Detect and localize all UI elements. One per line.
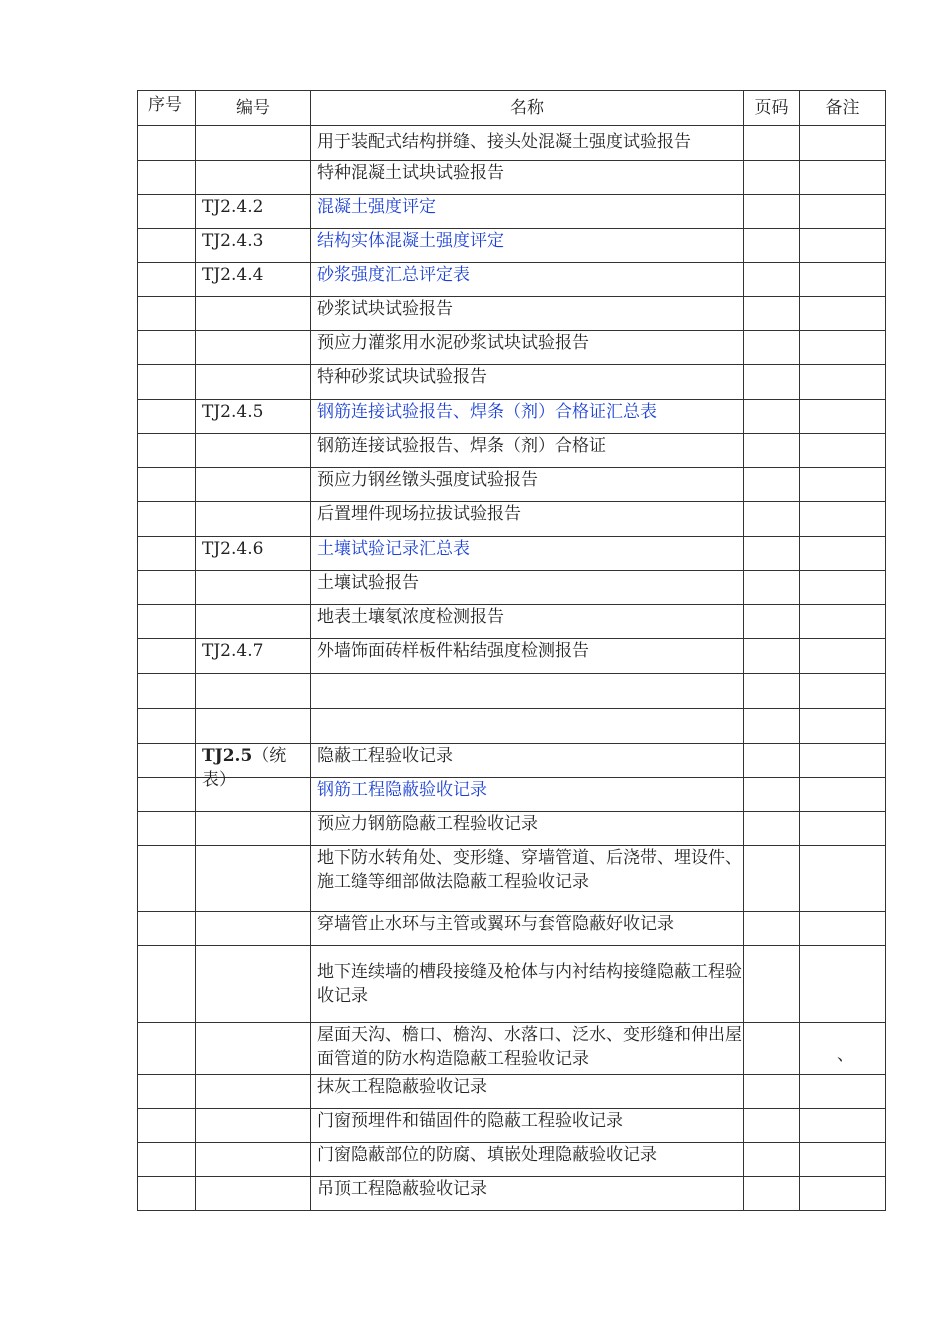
note-cell	[800, 1109, 886, 1143]
name-cell: 地表土壤氡浓度检测报告	[311, 605, 744, 639]
code-cell	[196, 1177, 311, 1211]
page-cell	[744, 537, 800, 571]
name-link[interactable]: 混凝土强度评定	[311, 195, 744, 229]
code-cell: TJ2.4.3	[196, 229, 311, 263]
name-cell: 预应力钢丝镦头强度试验报告	[311, 468, 744, 502]
code-cell	[196, 846, 311, 912]
note-cell	[800, 778, 886, 812]
seq-cell	[138, 1177, 196, 1211]
header-page: 页码	[744, 91, 800, 126]
code-cell	[196, 1075, 311, 1109]
name-cell: 土壤试验报告	[311, 571, 744, 605]
header-name: 名称	[311, 91, 744, 126]
table-row	[138, 946, 886, 1023]
header-row	[138, 91, 886, 126]
seq-cell	[138, 912, 196, 946]
note-cell	[800, 571, 886, 605]
note-cell	[800, 709, 886, 744]
note-cell	[800, 502, 886, 537]
code-cell	[196, 812, 311, 846]
code-cell: TJ2.4.5	[196, 400, 311, 434]
name-cell: 穿墙管止水环与主管或翼环与套管隐蔽好收记录	[311, 912, 744, 946]
name-cell: 门窗隐蔽部位的防腐、填嵌处理隐蔽验收记录	[311, 1143, 744, 1177]
name-cell	[311, 674, 744, 709]
seq-cell	[138, 434, 196, 468]
note-cell	[800, 331, 886, 365]
page-cell	[744, 195, 800, 229]
name-link[interactable]: 结构实体混凝土强度评定	[311, 229, 744, 263]
seq-cell	[138, 709, 196, 744]
seq-cell	[138, 195, 196, 229]
seq-cell	[138, 1023, 196, 1075]
page-cell	[744, 468, 800, 502]
seq-cell	[138, 1143, 196, 1177]
page-cell	[744, 846, 800, 912]
note-cell	[800, 400, 886, 434]
page-cell	[744, 229, 800, 263]
code-cell	[196, 912, 311, 946]
table-row	[138, 400, 886, 434]
seq-cell	[138, 537, 196, 571]
seq-cell	[138, 1075, 196, 1109]
seq-cell	[138, 502, 196, 537]
note-cell: 、	[800, 1023, 886, 1075]
page-cell	[744, 709, 800, 744]
seq-cell	[138, 846, 196, 912]
code-cell	[196, 434, 311, 468]
note-cell	[800, 1143, 886, 1177]
table-row	[138, 263, 886, 297]
seq-cell	[138, 365, 196, 400]
code-cell	[196, 331, 311, 365]
table-row	[138, 709, 886, 744]
page-cell	[744, 674, 800, 709]
seq-cell	[138, 605, 196, 639]
name-cell: 砂浆试块试验报告	[311, 297, 744, 331]
code-cell	[196, 297, 311, 331]
seq-cell	[138, 263, 196, 297]
note-cell	[800, 639, 886, 674]
note-cell	[800, 744, 886, 778]
seq-cell	[138, 571, 196, 605]
code-cell	[196, 1023, 311, 1075]
table-row	[138, 537, 886, 571]
table-row	[138, 502, 886, 537]
code-cell	[196, 744, 311, 790]
seq-cell	[138, 400, 196, 434]
note-cell	[800, 161, 886, 195]
table-row	[138, 778, 886, 812]
code-cell: TJ2.4.7	[196, 639, 311, 674]
document-table	[137, 90, 886, 1211]
note-cell	[800, 126, 886, 161]
table-row	[138, 674, 886, 709]
code-cell	[196, 1143, 311, 1177]
page-cell	[744, 1109, 800, 1143]
page-cell	[744, 571, 800, 605]
page-cell	[744, 263, 800, 297]
name-cell: 外墙饰面砖样板件粘结强度检测报告	[311, 639, 744, 674]
page-cell	[744, 126, 800, 161]
table-row	[138, 812, 886, 846]
seq-cell	[138, 297, 196, 331]
name-cell: 吊顶工程隐蔽验收记录	[311, 1177, 744, 1211]
note-cell	[800, 812, 886, 846]
page-cell	[744, 1143, 800, 1177]
header-seq: 序号	[138, 91, 196, 126]
seq-cell	[138, 778, 196, 812]
table-row	[138, 639, 886, 674]
table-row	[138, 1023, 886, 1075]
table-row	[138, 744, 886, 778]
page-cell	[744, 778, 800, 812]
page-cell	[744, 946, 800, 1023]
table-row	[138, 912, 886, 946]
name-cell: 门窗预埋件和锚固件的隐蔽工程验收记录	[311, 1109, 744, 1143]
note-cell	[800, 297, 886, 331]
page-cell	[744, 331, 800, 365]
page-cell	[744, 744, 800, 778]
page-cell	[744, 502, 800, 537]
note-cell	[800, 537, 886, 571]
note-cell	[800, 365, 886, 400]
note-cell	[800, 912, 886, 946]
name-cell: 抹灰工程隐蔽验收记录	[311, 1075, 744, 1109]
note-cell	[800, 674, 886, 709]
code-cell	[196, 674, 311, 709]
table-row	[138, 1075, 886, 1109]
seq-cell	[138, 744, 196, 778]
page-cell	[744, 639, 800, 674]
table-row	[138, 365, 886, 400]
note-cell	[800, 1075, 886, 1109]
page-cell	[744, 1177, 800, 1211]
page-cell	[744, 365, 800, 400]
table-row	[138, 434, 886, 468]
note-cell	[800, 605, 886, 639]
note-cell	[800, 195, 886, 229]
note-cell	[800, 468, 886, 502]
name-cell: 特种混凝土试块试验报告	[311, 161, 744, 195]
seq-cell	[138, 639, 196, 674]
page-cell	[744, 1075, 800, 1109]
code-cell	[196, 946, 311, 1023]
table-row	[138, 846, 886, 912]
page-cell	[744, 1023, 800, 1075]
name-cell: 特种砂浆试块试验报告	[311, 365, 744, 400]
table-row	[138, 126, 886, 161]
note-cell	[800, 846, 886, 912]
seq-cell	[138, 331, 196, 365]
page-cell	[744, 912, 800, 946]
note-cell	[800, 1177, 886, 1211]
seq-cell	[138, 812, 196, 846]
name-cell	[311, 709, 744, 744]
name-cell: 地下防水转角处、变形缝、穿墙管道、后浇带、埋设件、施工缝等细部做法隐蔽工程验收记录	[311, 846, 744, 912]
table-row	[138, 1177, 886, 1211]
seq-cell	[138, 161, 196, 195]
name-cell: 钢筋连接试验报告、焊条（剂）合格证	[311, 434, 744, 468]
header-note: 备注	[800, 91, 886, 126]
seq-cell	[138, 946, 196, 1023]
seq-cell	[138, 126, 196, 161]
code-cell	[196, 709, 311, 744]
name-cell: 预应力灌浆用水泥砂浆试块试验报告	[311, 331, 744, 365]
code-cell	[196, 365, 311, 400]
page-cell	[744, 161, 800, 195]
page-cell	[744, 434, 800, 468]
table-row	[138, 161, 886, 195]
note-cell	[800, 263, 886, 297]
name-cell: 地下连续墙的槽段接缝及枪体与内衬结构接缝隐蔽工程验收记录	[311, 946, 744, 1023]
page-cell	[744, 812, 800, 846]
code-cell	[196, 126, 311, 161]
code-cell	[196, 1109, 311, 1143]
table-row	[138, 331, 886, 365]
header-code: 编号	[196, 91, 311, 126]
code-cell: TJ2.4.4	[196, 263, 311, 297]
name-link[interactable]: 钢筋工程隐蔽验收记录	[311, 778, 744, 812]
page-cell	[744, 297, 800, 331]
code-cell	[196, 571, 311, 605]
code-cell	[196, 605, 311, 639]
code-suffix: （统表）	[202, 746, 287, 790]
page-cell	[744, 400, 800, 434]
table-row	[138, 195, 886, 229]
code-cell: TJ2.4.6	[196, 537, 311, 571]
name-cell: 屋面天沟、檐口、檐沟、水落口、泛水、变形缝和伸出屋面管道的防水构造隐蔽工程验收记录	[311, 1023, 744, 1075]
name-link[interactable]: 砂浆强度汇总评定表	[311, 263, 744, 297]
table-row	[138, 1143, 886, 1177]
code-bold: TJ2.5	[202, 746, 253, 766]
code-cell	[196, 502, 311, 537]
table-row	[138, 468, 886, 502]
table-row	[138, 605, 886, 639]
seq-cell	[138, 229, 196, 263]
name-link[interactable]: 钢筋连接试验报告、焊条（剂）合格证汇总表	[311, 400, 744, 434]
name-cell: 预应力钢筋隐蔽工程验收记录	[311, 812, 744, 846]
name-cell: 隐蔽工程验收记录	[311, 744, 744, 778]
note-cell	[800, 946, 886, 1023]
seq-cell	[138, 674, 196, 709]
name-cell: 用于装配式结构拼缝、接头处混凝土强度试验报告	[311, 126, 744, 161]
code-cell	[196, 161, 311, 195]
table-row	[138, 297, 886, 331]
seq-cell	[138, 468, 196, 502]
name-link[interactable]: 土壤试验记录汇总表	[311, 537, 744, 571]
seq-cell	[138, 1109, 196, 1143]
table-row	[138, 229, 886, 263]
code-cell	[196, 468, 311, 502]
page-cell	[744, 605, 800, 639]
note-cell	[800, 434, 886, 468]
note-cell	[800, 229, 886, 263]
code-cell: TJ2.4.2	[196, 195, 311, 229]
table-row	[138, 1109, 886, 1143]
table-row	[138, 571, 886, 605]
name-cell: 后置埋件现场拉拔试验报告	[311, 502, 744, 537]
